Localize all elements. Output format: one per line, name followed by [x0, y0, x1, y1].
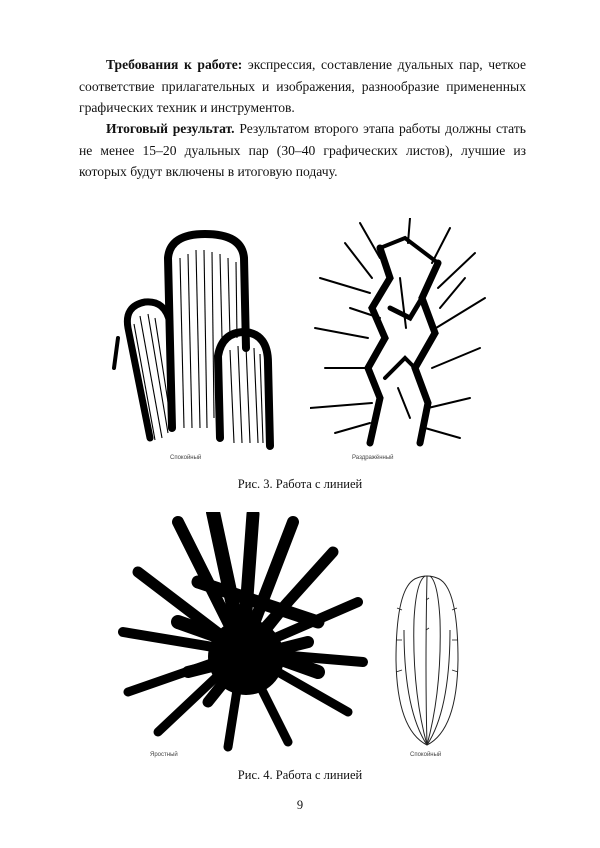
figure4-furious-drawing	[118, 512, 368, 752]
figure3-calm-drawing	[110, 228, 275, 450]
result-lead: Итоговый результат.	[106, 121, 235, 136]
figure4-left-label: Яростный	[150, 752, 178, 758]
requirements-paragraph	[79, 54, 526, 119]
figure3-right-label: Раздражённый	[352, 455, 394, 461]
result-paragraph	[79, 118, 526, 183]
requirements-lead: Требования к работе:	[106, 57, 243, 72]
figure4-caption: Рис. 4. Работа с линией	[237, 768, 363, 782]
figure4-calm-drawing	[392, 570, 462, 748]
figure3-irritated-drawing	[310, 218, 490, 450]
figure3-caption: Рис. 3. Работа с линией	[237, 477, 363, 491]
requirements-text: экспрессия, составление дуальных пар, четкое соответствие прилагательных и изображения, разнообразие примененных графических техник и инструментов.	[79, 57, 526, 115]
figure4-right-label: Спокойный	[410, 752, 442, 758]
result-text: Результатом второго этапа работы должны стать не менее 15–20 дуальных пар (30–40 графических листов), лучшие из которых будут включены в итоговую подачу.	[79, 121, 527, 179]
page-number: 9	[296, 798, 304, 812]
figure3-left-label: Спокойный	[170, 455, 202, 461]
